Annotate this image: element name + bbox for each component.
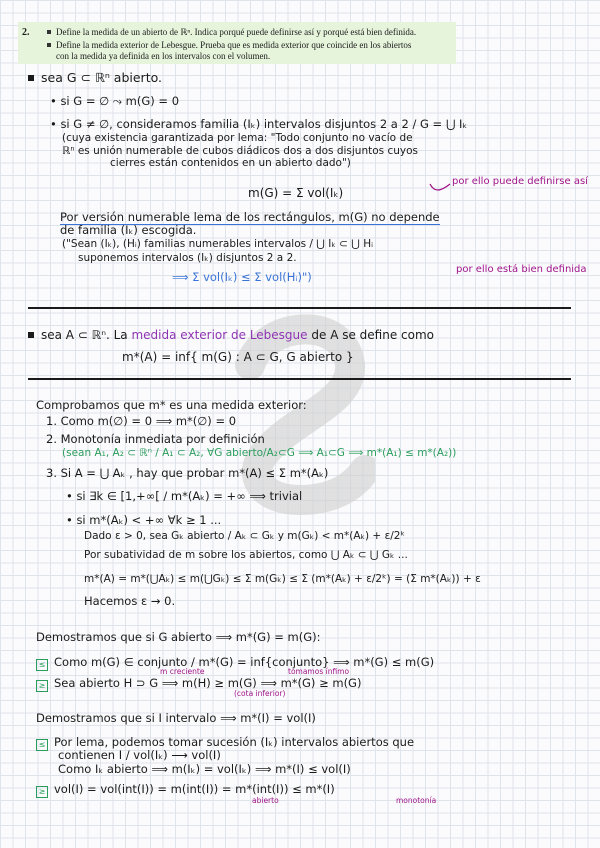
section4-note-increasing: m creciente <box>160 667 205 676</box>
section3-limit: Hacemos ε → 0. <box>84 594 176 608</box>
section5-title: Demostramos que si I intervalo ⟹ m*(I) = vol(I) <box>36 711 316 725</box>
section4-geq-line: ≥ Sea abierto H ⊃ G ⟹ m(H) ≥ m(G) ⟹ m*(G) ≥ m(G) <box>36 676 361 692</box>
section3-epsilon-choice: Dado ε > 0, sea Gₖ abierto / Aₖ ⊂ Gₖ y m(Gₖ) < m*(Aₖ) + ε/2ᵏ <box>84 530 405 542</box>
section3-point3: 3. Si A = ⋃ Aₖ , hay que probar m*(A) ≤ Σ m*(Aₖ) <box>46 466 329 480</box>
section3-title: Comprobamos que m* es una medida exterior: <box>36 398 307 412</box>
section5-leq-line1: ≤ Por lema, podemos tomar sucesión (Iₖ) intervalos abiertos que <box>36 735 414 751</box>
arrow-note-icon <box>428 178 452 194</box>
section1-para-line1: Por versión numerable lema de los rectángulos, m(G) no depende <box>60 210 440 224</box>
section3-chain-inequality: m*(A) = m*(⋃Aₖ) ≤ m(⋃Gₖ) ≤ Σ m(Gₖ) ≤ Σ (m*(Aₖ) + ε/2ᵏ) = (Σ m*(Aₖ)) + ε <box>84 573 481 585</box>
question-item-2-continuation: con la medida ya definida en los intervalos con el volumen. <box>56 51 271 61</box>
divider-1 <box>28 307 571 309</box>
section2-definition: sea A ⊂ ℝⁿ. La medida exterior de Lebesgue de A se define como <box>28 328 434 343</box>
section1-case-empty: • si G = ∅ ⤳ m(G) = 0 <box>50 94 180 108</box>
section5-leq-line3: Como Iₖ abierto ⟹ m(Iₖ) = vol(Iₖ) ⟹ m*(I) ≤ vol(I) <box>58 762 351 776</box>
section5-note-monotonicity: monotonía <box>396 796 437 805</box>
question-item-2: Define la medida exterior de Lebesgue. Prueba que es medida exterior que coincide en los abiertos <box>56 40 411 51</box>
section3-point1: 1. Como m(∅) = 0 ⟹ m*(∅) = 0 <box>46 414 237 428</box>
note-well-defined: por ello está bien definida <box>456 264 587 275</box>
formula-outer-measure: m*(A) = inf{ m(G) : A ⊂ G, G abierto } <box>122 350 354 364</box>
section4-note-lower-bound: (cota inferior) <box>234 689 286 698</box>
section5-leq-line2: contienen I / vol(Iₖ) ⟶ vol(I) <box>58 748 221 762</box>
section3-point3-case-infinite: • si ∃k ∈ [1,+∞[ / m*(Aₖ) = +∞ ⟹ trivial <box>66 489 303 503</box>
section4-leq-line: ≤ Como m(G) ∈ conjunto / m*(G) = inf{conjunto} ⟹ m*(G) ≤ m(G) <box>36 655 434 671</box>
section3-subadditivity: Por subatividad de m sobre los abiertos, como ⋃ Aₖ ⊂ ⋃ Gₖ ... <box>84 549 408 561</box>
section5-geq-line: ≥ vol(I) = vol(int(I)) = m(int(I)) = m*(int(I)) ≤ m*(I) <box>36 782 335 798</box>
divider-2 <box>28 378 571 380</box>
question-item-1: Define la medida de un abierto de ℝⁿ. Indica porqué puede definirse así y porqué está bien definida. <box>56 27 416 38</box>
section5-note-open: abierto <box>252 796 279 805</box>
section1-title: sea G ⊂ ℝⁿ abierto. <box>28 70 162 85</box>
section1-para-line3: ("Sean (Iₖ), (Hᵢ) familias numerables intervalos / ⋃ Iₖ ⊂ ⋃ Hᵢ <box>62 238 374 250</box>
section1-lemma-line2: ℝⁿ es unión numerable de cubos diádicos dos a dos disjuntos cuyos <box>62 145 419 157</box>
note-definition-reason: por ello puede definirse así <box>452 176 588 187</box>
section3-point2-detail: (sean A₁, A₂ ⊂ ℝⁿ / A₁ ⊂ A₂, ∀G abierto/A₂⊂G ⟹ A₁⊂G ⟹ m*(A₁) ≤ m*(A₂)) <box>62 447 457 459</box>
section1-case-nonempty: • si G ≠ ∅, consideramos familia (Iₖ) intervalos disjuntos 2 a 2 / G = ⋃ Iₖ <box>50 117 468 131</box>
section3-point2: 2. Monotonía inmediata por definición <box>46 432 265 446</box>
formula-measure-open: m(G) = Σ vol(Iₖ) <box>248 186 344 200</box>
section3-point3-case-finite: • si m*(Aₖ) < +∞ ∀k ≥ 1 ... <box>66 513 222 527</box>
section1-para-line4: suponemos intervalos (Iₖ) disjuntos 2 a 2. <box>78 252 297 264</box>
formula-volume-inequality: ⟹ Σ vol(Iₖ) ≤ Σ vol(Hᵢ)") <box>172 270 312 284</box>
question-number: 2. <box>22 27 30 38</box>
section4-note-infimum: tomamos ínfimo <box>288 667 350 676</box>
section1-lemma-line1: (cuya existencia garantizada por lema: "Todo conjunto no vacío de <box>62 132 413 144</box>
section4-title: Demostramos que si G abierto ⟹ m*(G) = m(G): <box>36 630 321 644</box>
section1-para-line2: de familia (Iₖ) escogida. <box>60 223 197 237</box>
section1-lemma-line3: cierres están contenidos en un abierto dado") <box>110 157 351 169</box>
